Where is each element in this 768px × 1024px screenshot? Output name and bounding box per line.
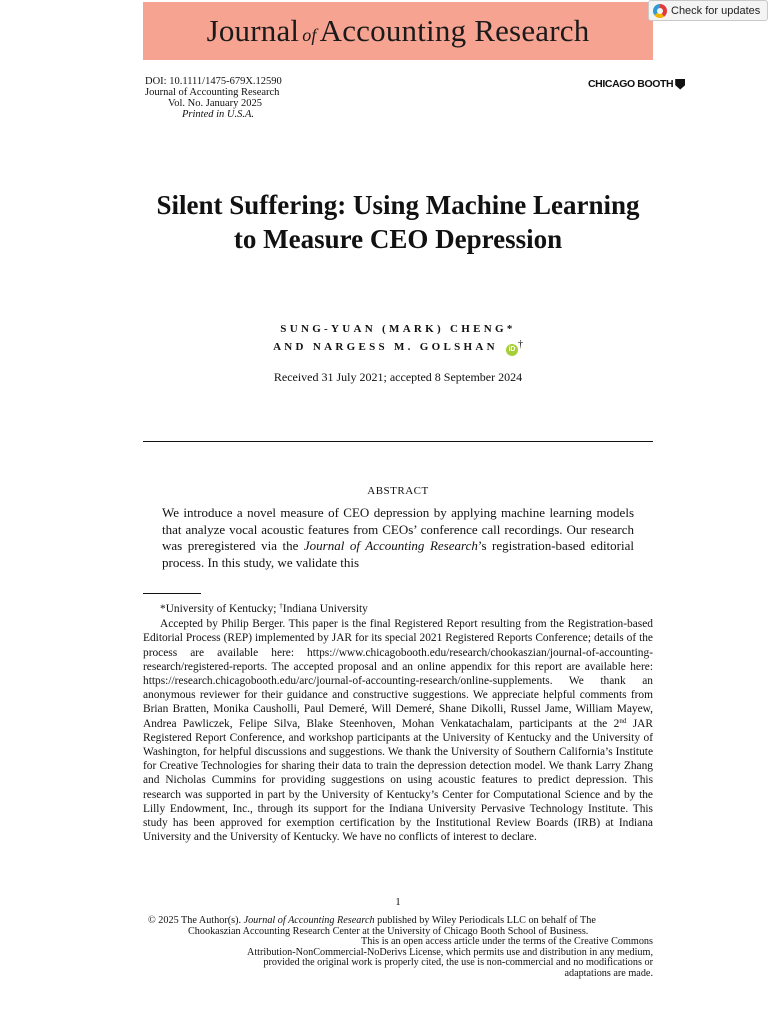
check-for-updates-button[interactable] xyxy=(648,0,768,21)
affiliation-2: Indiana University xyxy=(282,603,368,615)
section-divider xyxy=(143,441,653,442)
abstract-text-part1: We introduce a novel measure of CEO depression by applying machine learning models that analyze vocal acoustic features from CEOs’ conference call recordings. Our research was preregistered via the xyxy=(162,505,634,553)
ordinal-superscript: nd xyxy=(619,716,627,725)
article-metadata xyxy=(145,76,282,120)
abstract-heading: ABSTRACT xyxy=(367,485,429,497)
publisher-logo-text: CHICAGO BOOTH xyxy=(588,78,674,90)
journal-line: Journal of Accounting Research xyxy=(145,87,280,98)
author-2: NARGESS M. GOLSHAN xyxy=(312,341,498,353)
aff2-mark: † xyxy=(279,602,283,610)
aff1-mark: * xyxy=(160,603,166,615)
doi[interactable]: DOI: 10.1111/1475-679X.12590 xyxy=(145,76,282,87)
abstract-journal-name: Journal of Accounting Research xyxy=(303,538,478,553)
acknowledgements-part2: JAR Registered Report Conference, and workshop participants at the University of Kentucky and the University of Washington, for helpful discussions and suggestions. We thank the University of Southern California’s Institute for Creative Technologies for sharing their data to train the depression detection model. We thank Larry Zhang and Nicholas Cummins for providing suggestions on using acoustic features to predict depression. This research was supported in part by the University of Kentucky’s Center for Computational Science and by the Lilly Endowment, Inc., through its support for the Indiana University Pervasive Technology Institute. This study has been approved for exemption certification by the Institutional Review Boards (IRB) at Indiana University and the University of Kentucky. We have no conflicts of interest to declare. xyxy=(143,717,654,844)
copyright-line-2: Chookaszian Accounting Research Center at the University of Chicago Booth School of Business. xyxy=(188,925,589,937)
orcid-icon[interactable]: iD xyxy=(506,344,518,356)
copyright-journal: Journal of Accounting Research xyxy=(243,915,375,926)
license-line-2[interactable]: Attribution-NonCommercial-NoDerivs License, which permits use and distribution in any medium, xyxy=(246,946,653,958)
affiliations xyxy=(143,602,653,616)
author-2-mark: † xyxy=(517,339,523,350)
abstract-text xyxy=(162,505,634,571)
author-1-mark: * xyxy=(506,323,516,335)
page-number: 1 xyxy=(395,896,401,908)
footnotes xyxy=(143,602,653,844)
footnote-divider xyxy=(143,593,201,594)
journal-banner xyxy=(143,2,653,60)
copyright-line1-rest: published by Wiley Periodicals LLC on behalf of The xyxy=(374,915,596,926)
copyright-prefix: © 2025 The Author(s). xyxy=(148,915,244,926)
copyright-block xyxy=(143,916,653,979)
journal-name-of: of xyxy=(302,25,317,45)
article-title: Silent Suffering: Using Machine Learning to Measure CEO Depression xyxy=(156,190,640,254)
acknowledgements-part1: Accepted by Philip Berger. This paper is the final Registered Report resulting from the Registration-based Editorial Process (REP) implemented by JAR for its special 2021 Registered Reports Conference; details of the process are available here: https://www.chicagobooth.edu/research/chookaszian/journal-of-accounting-research/registered-reports. The accepted proposal and an online appendix for this report are available here: https://research.chicagobooth.edu/arc/journal-of-accounting-research/online-supplements. We thank an anonymous reviewer for their guidance and constructive suggestions. We appreciate helpful comments from Brian Bratten, Monika Causholli, Paul Demeré, Will Demeré, Shane Dikolli, Russel Jame, William Mayew, Andrea Pawliczek, Felipe Silva, Blake Steenhoven, Mohan Venkatachalam, participants at the 2 xyxy=(143,618,653,730)
journal-name-part2: Accounting Research xyxy=(319,13,590,48)
volume-line: Vol. No. January 2025 xyxy=(168,98,263,109)
shield-icon xyxy=(675,79,685,90)
copyright-line-1 xyxy=(143,916,653,927)
abstract-text-part2: ’s registration-based editorial process. In this study, we validate this xyxy=(162,538,634,570)
author-list xyxy=(143,321,653,356)
license-line-4: adaptations are made. xyxy=(564,967,653,979)
journal-name-part1: Journal xyxy=(206,13,300,48)
license-line-3: provided the original work is properly cited, the use is non-commercial and no modifications or xyxy=(263,957,653,968)
license-line-1[interactable]: This is an open access article under the terms of the Creative Commons xyxy=(361,936,653,947)
author-1: SUNG-YUAN (MARK) CHENG xyxy=(280,323,507,335)
author-and: AND xyxy=(273,341,307,353)
crossmark-icon xyxy=(653,4,667,18)
journal-name xyxy=(207,13,590,49)
received-dates: Received 31 July 2021; accepted 8 September 2024 xyxy=(273,370,523,384)
affiliation-1: University of Kentucky; xyxy=(165,603,280,615)
chicago-booth-logo xyxy=(588,78,685,90)
printed-line: Printed in U.S.A. xyxy=(182,109,255,120)
check-for-updates-label: Check for updates xyxy=(671,4,761,17)
acknowledgements xyxy=(143,617,653,844)
